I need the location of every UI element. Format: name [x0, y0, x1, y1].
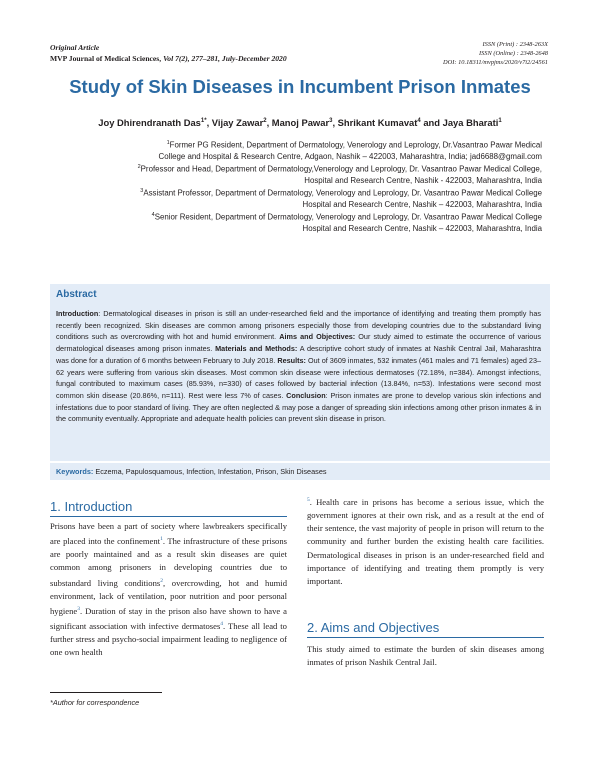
affiliation-sup: 1 — [166, 140, 170, 146]
affiliation-sup: 3 — [140, 188, 144, 194]
abstract-segment: Our study aimed to estimate the occurrence of various dermatological diseases among prison inmates. — [56, 332, 541, 354]
citation-ref[interactable]: 1 — [160, 536, 163, 543]
article-title: Study of Skin Diseases in Incumbent Prison Inmates — [69, 76, 531, 97]
author-sup: 4 — [417, 117, 421, 124]
abstract-segment: : Dermatological diseases in prison is still an under-researched field and the importance of identifying and treating them promptly has recently been recognized. Skin diseases are common among prisoners especially those from developing countries due to the substandard living conditions such as overcrowding with hot and humid environment. — [56, 309, 541, 342]
intro-segment: . Health care in prisons has become a serious issue, which the government ignores at their own risk, and as a result at the end of their sentence, the vast majority of people in prison will return to the community and further burden the existing health care facilities. Dermatological diseases in prison is an under-researched field and importance of identifying and treating them promptly is very important. — [307, 496, 544, 587]
citation-ref[interactable]: 2 — [160, 577, 163, 584]
author-sup: 1 — [498, 117, 502, 124]
abstract-segment: Out of 3609 inmates, 532 inmates (461 males and 71 females) aged 23–62 years were suffering from various skin diseases. Most common skin disease were infectious dermatoses (72.18%, n=384). Amongst infections, fungal contributed to maximum cases (85.93%, n=330) of cases followed by bacterial infection (13.84%, n=53). Infestations were second most common skin disease (20.86%, n=111). Rest were less 7% of cases. — [56, 355, 542, 400]
aims-text: This study aimed to estimate the burden of skin diseases among inmates of prison Nashik Central Jail. — [307, 644, 544, 668]
affiliation-line: Hospital and Research Centre, Nashik – 422003, Maharashtra, India — [302, 200, 542, 210]
affiliation — [32, 162, 542, 187]
intro-segment: . The infrastructure of these prisons are poorly maintained and as a result skin diseases are quiet common among prisoners in developing countries due to substandard living conditions — [50, 536, 287, 588]
author-name: Jaya Bharati — [442, 117, 499, 128]
section-rule — [50, 516, 287, 517]
intro-segment: . These all lead to further stress and psycho-social impairment leading to negligence of one own health — [50, 620, 287, 658]
article-type: Original Article — [50, 43, 100, 52]
author-name: Vijay Zawar — [211, 117, 264, 128]
affiliation-line: College and Hospital & Research Centre, Adgaon, Nashik – 422003, Maharashtra, India; jad6688@gmail.com — [158, 152, 542, 162]
affiliation-sup: 2 — [137, 164, 141, 170]
citation-ref[interactable]: 3 — [77, 605, 80, 612]
intro-segment: Prisons have been a part of society where lawbreakers specifically are placed into the confinement — [50, 521, 287, 547]
affiliation-line: Hospital and Research Centre, Nashik - 422003, Maharashtra, India — [304, 176, 542, 186]
journal-details: Vol 7(2), 277–281, July-December 2020 — [163, 53, 287, 63]
intro-segment: . Duration of stay in the prison also have shown to have a significant association with infective dermatoses — [50, 605, 287, 631]
footnote-rule — [50, 692, 162, 693]
affiliation — [32, 210, 542, 235]
keywords-label: Keywords: — [56, 467, 94, 476]
affiliation — [32, 138, 542, 163]
abstract-text — [56, 308, 541, 425]
section-rule — [307, 637, 544, 638]
affiliation — [32, 186, 542, 211]
author-name: Joy Dhirendranath Das — [98, 117, 201, 128]
introduction-text-right — [307, 494, 544, 588]
abstract-segment: A descriptive cohort study of inmates at Nashik Central Jail, Maharashtra was done for a duration of 6 months between February to July 2018. — [56, 344, 541, 365]
abstract-segment: : Prison inmates are prone to develop various skin infections and infestations due to poor standard of living. They are often neglected & may pose a danger of spreading skin infections among other prison inmates & in the community eventually. Appropriate and adequate health policies can prevent skin disease in prison. — [56, 390, 541, 424]
introduction-text-left — [50, 520, 287, 668]
abstract-heading: Abstract — [56, 289, 97, 300]
citation-ref[interactable]: 4 — [220, 621, 224, 627]
affiliation-line: Senior Resident, Department of Dermatology, Venerology and Leprology, Dr. Vasantrao Pawar Medical College — [154, 212, 542, 222]
section-heading-aims: 2. Aims and Objectives — [307, 620, 440, 635]
keywords — [56, 467, 327, 476]
affiliation-line: Hospital and Research Centre, Nashik – 422003, Maharashtra, India — [302, 224, 542, 234]
author-sup: 3 — [329, 117, 333, 124]
abstract-label: Aims and Objectives: — [279, 332, 356, 342]
author-sup: 1* — [200, 117, 207, 124]
affiliation-line: Former PG Resident, Department of Dermatology, Venerology and Leprology, Dr.Vasantrao Pawar Medical — [169, 140, 542, 150]
abstract-label: Materials and Methods: — [215, 344, 298, 354]
author-sup: 2 — [263, 117, 267, 124]
issn-block — [443, 40, 548, 68]
citation-ref[interactable]: 5 — [307, 497, 310, 503]
abstract-label: Introduction — [56, 309, 99, 318]
affiliation-line: Professor and Head, Department of Dermatology,Venerology and Leprology, Dr. Vasantrao Pawar Medical College, — [140, 164, 542, 174]
issn-online: ISSN (Online) : 2348-2648 — [478, 50, 548, 58]
journal-name: MVP Journal of Medical Sciences, — [50, 53, 162, 63]
section-heading-introduction: 1. Introduction — [50, 499, 133, 514]
journal-header — [50, 43, 287, 64]
doi: DOI: 10.18311/mvpjms/2020/v7i2/24561 — [443, 59, 548, 67]
footnote: *Author for correspondence — [50, 698, 140, 707]
author-list: Joy Dhirendranath Das$^{1*}$, Vijay Zawar$^2$, Manoj Pawar$^3$, Shrikant Kumavat$^4$ and Jaya Bharati$^1$ — [98, 117, 502, 128]
author-name: Manoj Pawar — [271, 117, 330, 128]
affiliation-sup: 4 — [151, 212, 155, 218]
affiliation-line: Assistant Professor, Department of Dermatology, Venerology and Leprology, Dr. Vasantrao Pawar Medical College — [143, 188, 542, 198]
author-name: Shrikant Kumavat — [337, 117, 418, 128]
abstract-label: Conclusion — [286, 390, 326, 400]
abstract-label: Results: — [277, 355, 306, 365]
issn-print: ISSN (Print) : 2348-263X — [482, 41, 548, 48]
intro-segment: , overcrowding, hot and humid environment, lack of ventilation, poor nutrition and poor personal hygiene — [50, 577, 287, 616]
keywords-text: Eczema, Papulosquamous, Infection, Infestation, Prison, Skin Diseases — [93, 467, 327, 476]
